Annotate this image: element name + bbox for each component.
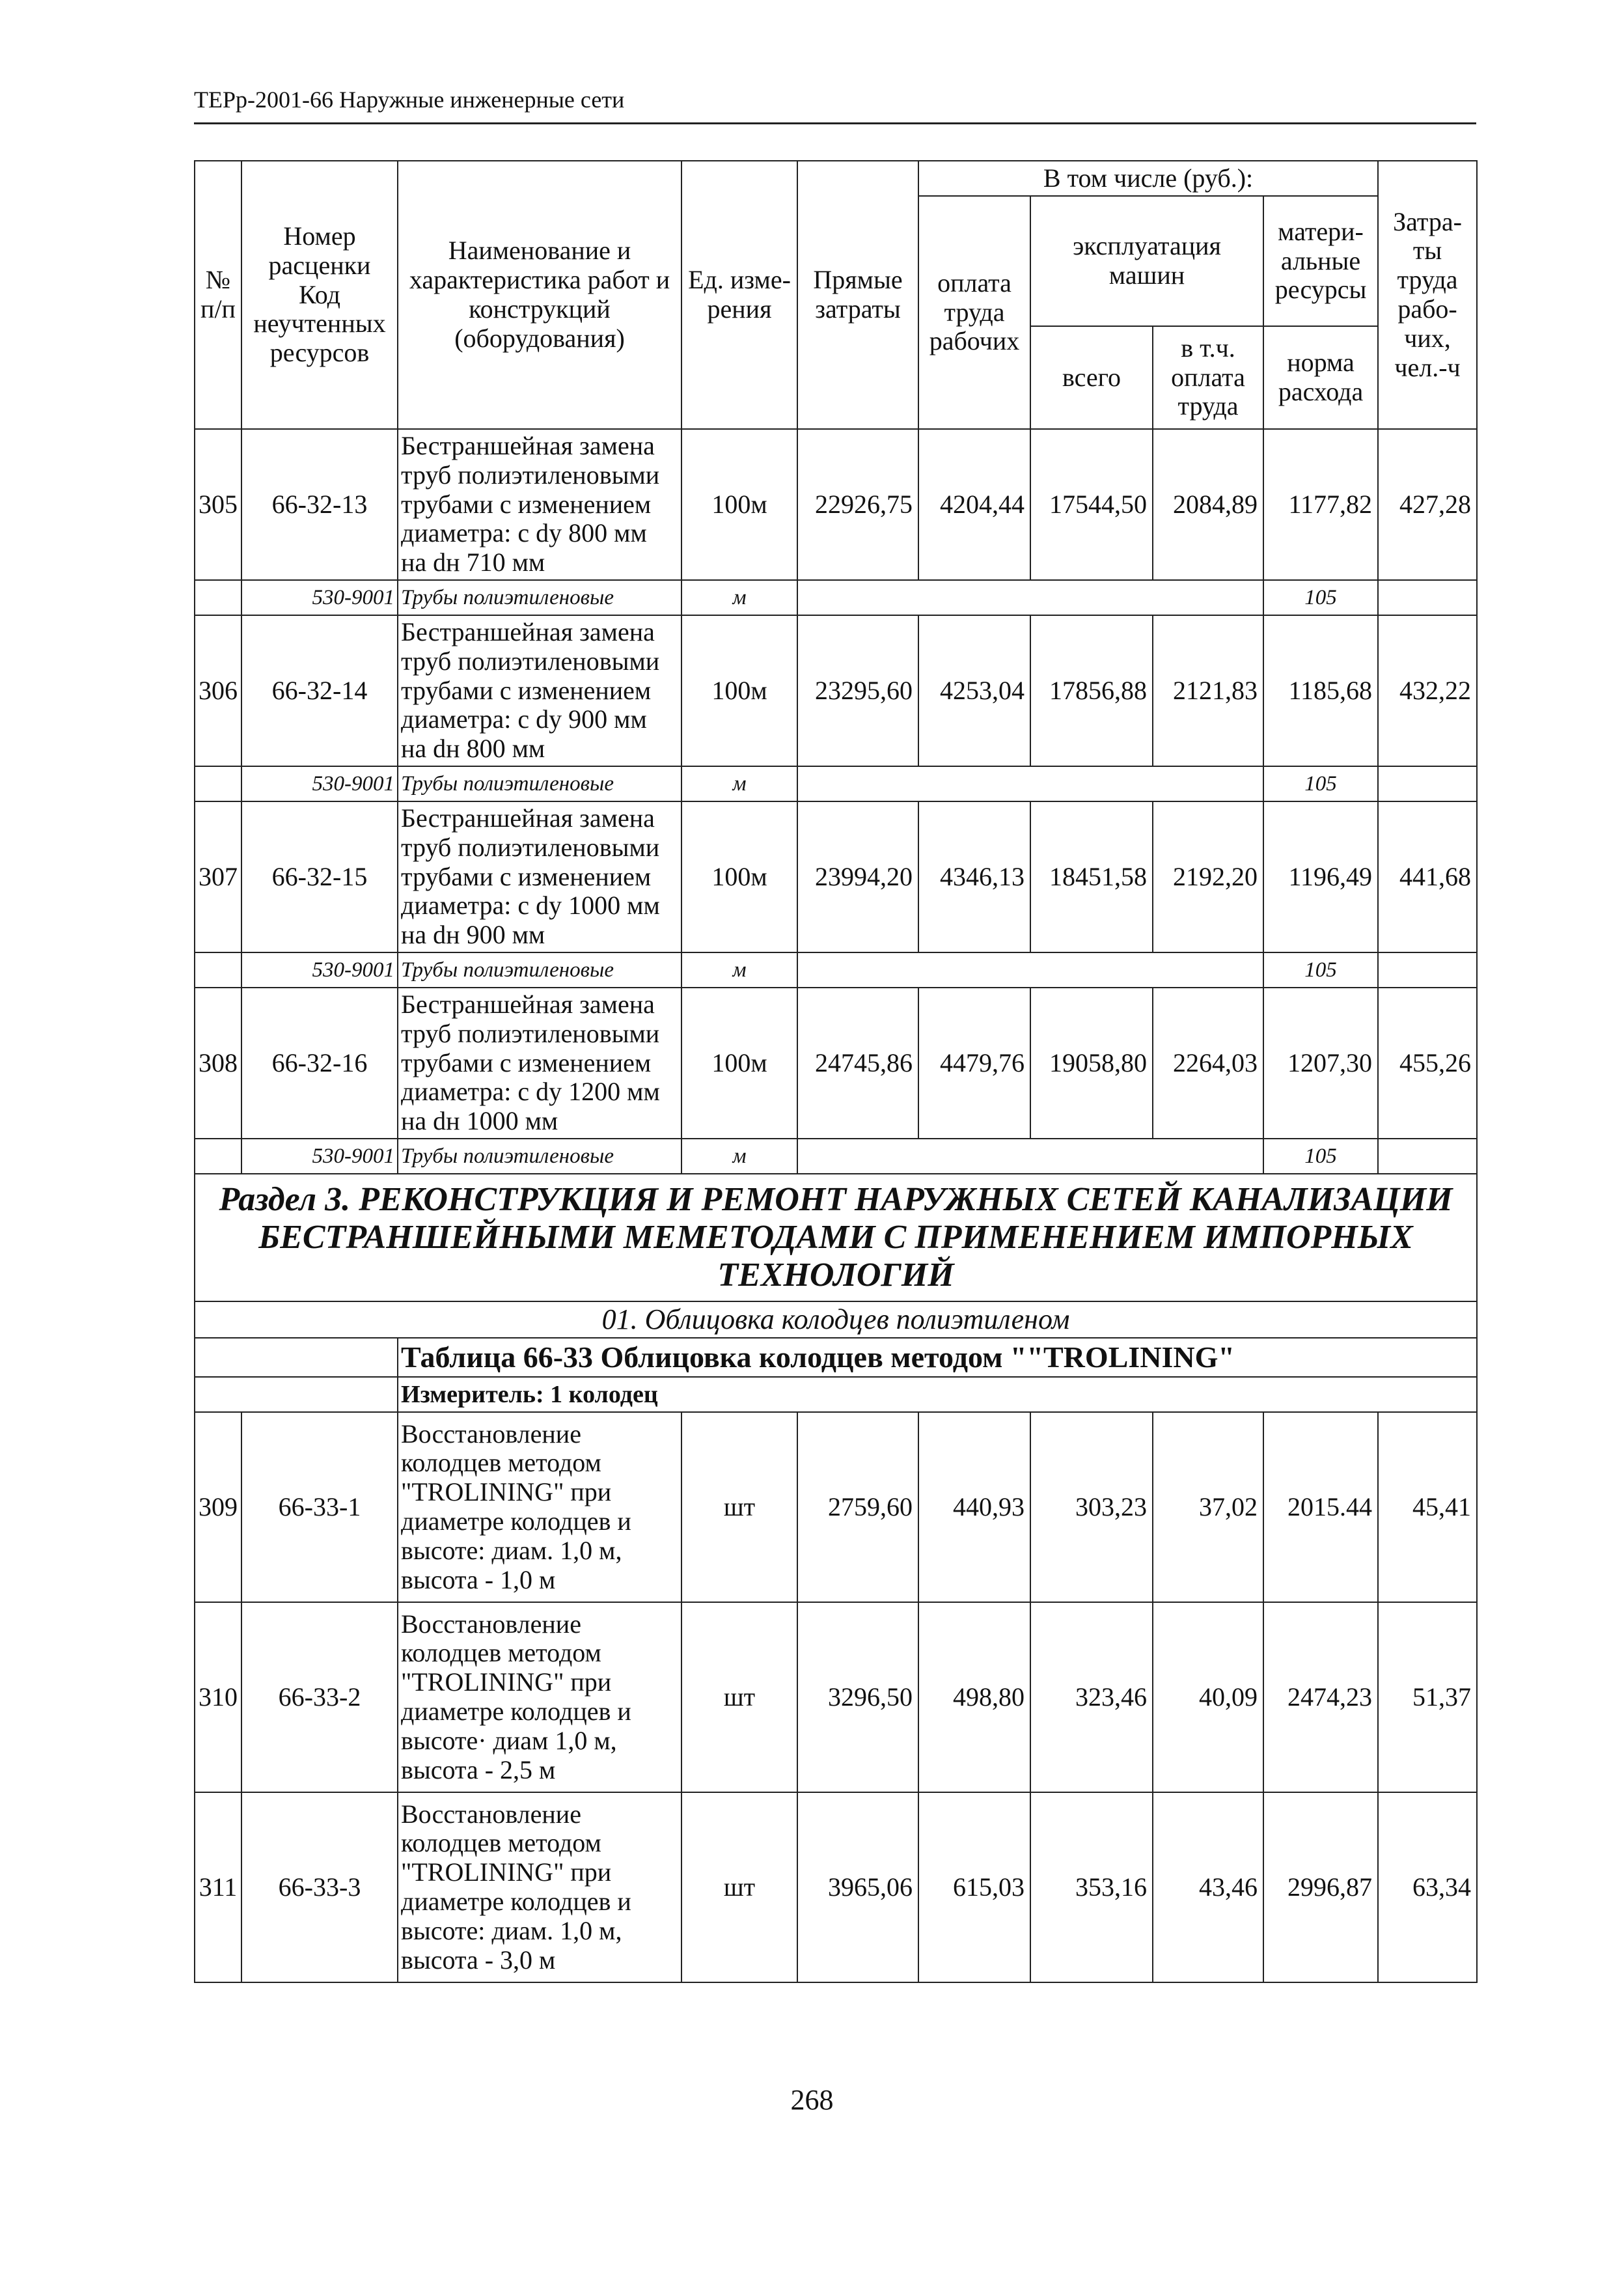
materials: 1185,68 xyxy=(1263,615,1378,766)
row-number: 308 xyxy=(195,988,241,1139)
direct-costs: 23295,60 xyxy=(797,615,918,766)
material-unit: м xyxy=(681,580,797,615)
machines-labor-pay: 2121,83 xyxy=(1153,615,1263,766)
row-number: 311 xyxy=(195,1792,241,1982)
rows-section-2 xyxy=(195,1412,1477,1982)
table-row xyxy=(195,1602,1477,1792)
material-unit: м xyxy=(681,1139,797,1174)
material-unit: м xyxy=(681,952,797,988)
rate-code: 66-32-13 xyxy=(241,429,398,580)
material-unit: м xyxy=(681,766,797,801)
empty-cell xyxy=(195,580,241,615)
col-header-labor-hours: Затра-ты труда рабо-чих, чел.-ч xyxy=(1378,161,1477,429)
materials: 2474,23 xyxy=(1263,1602,1378,1792)
machines-total: 303,23 xyxy=(1030,1412,1153,1602)
empty-span xyxy=(797,952,1263,988)
col-header-materials-norm: норма расхода xyxy=(1263,326,1378,429)
labor-hours: 441,68 xyxy=(1378,801,1477,952)
material-code: 530-9001 xyxy=(241,952,398,988)
direct-costs: 3296,50 xyxy=(797,1602,918,1792)
rate-code: 66-32-16 xyxy=(241,988,398,1139)
row-number: 307 xyxy=(195,801,241,952)
col-header-unit: Ед. изме-рения xyxy=(681,161,797,429)
machines-total: 17544,50 xyxy=(1030,429,1153,580)
machines-total: 353,16 xyxy=(1030,1792,1153,1982)
unit: шт xyxy=(681,1412,797,1602)
unit: 100м xyxy=(681,429,797,580)
labor-hours: 455,26 xyxy=(1378,988,1477,1139)
header-rule xyxy=(194,122,1476,124)
labor-pay: 4479,76 xyxy=(918,988,1030,1139)
work-name: Бестраншейная замена труб полиэтиленовыми трубами с изменением диаметра: с dy 1000 мм на dн 900 мм xyxy=(398,801,681,952)
running-header: ТЕРр-2001-66 Наружные инженерные сети xyxy=(194,87,625,113)
machines-total: 18451,58 xyxy=(1030,801,1153,952)
measure-unit: Измеритель: 1 колодец xyxy=(398,1377,1477,1412)
material-norm: 105 xyxy=(1263,1139,1378,1174)
rate-code: 66-33-1 xyxy=(241,1412,398,1602)
machines-labor-pay: 43,46 xyxy=(1153,1792,1263,1982)
work-name: Восстановление колодцев методом "TROLINING" при диаметре колодцев и высоте: диам. 1,0 м, высота - 1,0 м xyxy=(398,1412,681,1602)
col-header-num: № п/п xyxy=(195,161,241,429)
material-code: 530-9001 xyxy=(241,580,398,615)
col-header-machines-labor: в т.ч. оплата труда xyxy=(1153,326,1263,429)
empty-cell xyxy=(195,1139,241,1174)
empty-cell xyxy=(195,952,241,988)
subsection-title: 01. Облицовка колодцев полиэтиленом xyxy=(195,1301,1477,1338)
table-row xyxy=(195,615,1477,766)
col-header-code: Номер расценки Код неучтенных ресурсов xyxy=(241,161,398,429)
material-code: 530-9001 xyxy=(241,1139,398,1174)
labor-pay: 615,03 xyxy=(918,1792,1030,1982)
machines-total: 323,46 xyxy=(1030,1602,1153,1792)
unit: 100м xyxy=(681,988,797,1139)
material-row xyxy=(195,952,1477,988)
labor-pay: 4346,13 xyxy=(918,801,1030,952)
rate-code: 66-33-3 xyxy=(241,1792,398,1982)
rate-code: 66-32-14 xyxy=(241,615,398,766)
rate-code: 66-33-2 xyxy=(241,1602,398,1792)
labor-hours: 432,22 xyxy=(1378,615,1477,766)
rate-code: 66-32-15 xyxy=(241,801,398,952)
row-number: 306 xyxy=(195,615,241,766)
material-norm: 105 xyxy=(1263,766,1378,801)
rows-section-1 xyxy=(195,429,1477,1174)
material-row xyxy=(195,1139,1477,1174)
materials: 1177,82 xyxy=(1263,429,1378,580)
col-header-including: В том числе (руб.): xyxy=(918,161,1378,196)
table-title-spacer xyxy=(195,1338,398,1377)
work-name: Бестраншейная замена труб полиэтиленовыми трубами с изменением диаметра: с dy 800 мм на dн 710 мм xyxy=(398,429,681,580)
material-code: 530-9001 xyxy=(241,766,398,801)
unit: 100м xyxy=(681,801,797,952)
col-header-direct: Прямые затраты xyxy=(797,161,918,429)
machines-labor-pay: 37,02 xyxy=(1153,1412,1263,1602)
unit: шт xyxy=(681,1602,797,1792)
labor-hours: 45,41 xyxy=(1378,1412,1477,1602)
materials: 2015.44 xyxy=(1263,1412,1378,1602)
empty-cell xyxy=(1378,1139,1477,1174)
empty-span xyxy=(797,1139,1263,1174)
material-name: Трубы полиэтиленовые xyxy=(398,580,681,615)
measure-spacer xyxy=(195,1377,398,1412)
material-name: Трубы полиэтиленовые xyxy=(398,766,681,801)
material-norm: 105 xyxy=(1263,952,1378,988)
labor-hours: 427,28 xyxy=(1378,429,1477,580)
labor-pay: 4204,44 xyxy=(918,429,1030,580)
labor-hours: 63,34 xyxy=(1378,1792,1477,1982)
col-header-name: Наименование и характеристика работ и конструкций (оборудования) xyxy=(398,161,681,429)
labor-pay: 440,93 xyxy=(918,1412,1030,1602)
direct-costs: 24745,86 xyxy=(797,988,918,1139)
page-number: 268 xyxy=(790,2084,834,2116)
labor-pay: 498,80 xyxy=(918,1602,1030,1792)
labor-hours: 51,37 xyxy=(1378,1602,1477,1792)
machines-total: 19058,80 xyxy=(1030,988,1153,1139)
col-header-labor: оплата труда рабочих xyxy=(918,196,1030,429)
labor-pay: 4253,04 xyxy=(918,615,1030,766)
col-header-materials: матери-альные ресурсы xyxy=(1263,196,1378,326)
machines-total: 17856,88 xyxy=(1030,615,1153,766)
unit: 100м xyxy=(681,615,797,766)
table-row xyxy=(195,988,1477,1139)
work-name: Бестраншейная замена труб полиэтиленовыми трубами с изменением диаметра: с dy 1200 мм на dн 1000 мм xyxy=(398,988,681,1139)
material-row xyxy=(195,766,1477,801)
direct-costs: 22926,75 xyxy=(797,429,918,580)
direct-costs: 23994,20 xyxy=(797,801,918,952)
empty-cell xyxy=(1378,580,1477,615)
machines-labor-pay: 2192,20 xyxy=(1153,801,1263,952)
table-title: Таблица 66-33 Облицовка колодцев методом ""TROLINING" xyxy=(398,1338,1477,1377)
machines-labor-pay: 2264,03 xyxy=(1153,988,1263,1139)
material-name: Трубы полиэтиленовые xyxy=(398,952,681,988)
empty-span xyxy=(797,766,1263,801)
row-number: 310 xyxy=(195,1602,241,1792)
direct-costs: 2759,60 xyxy=(797,1412,918,1602)
material-norm: 105 xyxy=(1263,580,1378,615)
work-name: Восстановление колодцев методом "TROLINING" при диаметре колодцев и высоте· диам 1,0 м, высота - 2,5 м xyxy=(398,1602,681,1792)
table-row xyxy=(195,801,1477,952)
direct-costs: 3965,06 xyxy=(797,1792,918,1982)
empty-cell xyxy=(1378,766,1477,801)
materials: 2996,87 xyxy=(1263,1792,1378,1982)
row-number: 305 xyxy=(195,429,241,580)
material-row xyxy=(195,580,1477,615)
materials: 1207,30 xyxy=(1263,988,1378,1139)
col-header-machines-total: всего xyxy=(1030,326,1153,429)
empty-cell xyxy=(195,766,241,801)
empty-cell xyxy=(1378,952,1477,988)
table-row xyxy=(195,429,1477,580)
material-name: Трубы полиэтиленовые xyxy=(398,1139,681,1174)
machines-labor-pay: 2084,89 xyxy=(1153,429,1263,580)
work-name: Бестраншейная замена труб полиэтиленовыми трубами с изменением диаметра: с dy 900 мм на dн 800 мм xyxy=(398,615,681,766)
empty-span xyxy=(797,580,1263,615)
rates-table xyxy=(194,160,1478,1983)
table-row xyxy=(195,1412,1477,1602)
table-row xyxy=(195,1792,1477,1982)
machines-labor-pay: 40,09 xyxy=(1153,1602,1263,1792)
col-header-machines: эксплуатация машин xyxy=(1030,196,1263,326)
work-name: Восстановление колодцев методом "TROLINING" при диаметре колодцев и высоте: диам. 1,0 м, высота - 3,0 м xyxy=(398,1792,681,1982)
section-title: Раздел 3. РЕКОНСТРУКЦИЯ И РЕМОНТ НАРУЖНЫХ СЕТЕЙ КАНАЛИЗАЦИИ БЕСТРАНШЕЙНЫМИ МЕМЕТОДАМИ С ПРИМЕНЕНИЕМ ИМПОРНЫХ ТЕХНОЛОГИЙ xyxy=(195,1174,1477,1301)
row-number: 309 xyxy=(195,1412,241,1602)
unit: шт xyxy=(681,1792,797,1982)
materials: 1196,49 xyxy=(1263,801,1378,952)
